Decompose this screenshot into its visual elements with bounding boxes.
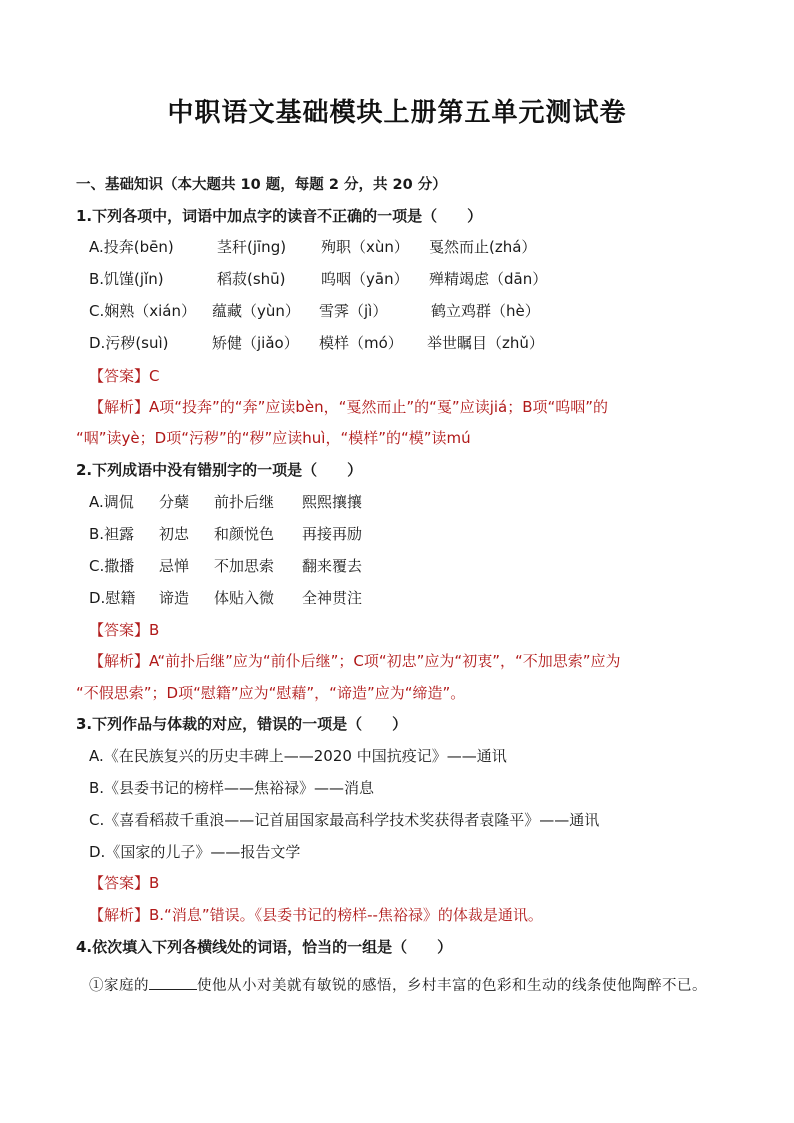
question-3-option-a: A.《在民族复兴的历史丰碑上——2020 中国抗疫记》——通讯 [89, 747, 507, 765]
option-word: 雪霁（jì） [319, 302, 388, 320]
option-word: 稻菽(shū) [217, 270, 286, 288]
option-word: 模样（mó） [319, 334, 403, 352]
option-word: 忌惮 [159, 557, 190, 575]
option-word: 和颜悦色 [214, 525, 275, 543]
question-1-stem: 1.下列各项中，词语中加点字的读音不正确的一项是（ ） [76, 207, 483, 225]
question-4-stem: 4.依次填入下列各横线处的词语，恰当的一组是（ ） [76, 938, 453, 956]
option-word: 不加思索 [214, 557, 275, 575]
option-word: 殚精竭虑（dān） [429, 270, 548, 288]
option-word: 谛造 [159, 589, 190, 607]
option-word: 初忠 [159, 525, 190, 543]
fill-blank [149, 975, 197, 990]
option-word: 体贴入微 [214, 589, 275, 607]
page-title: 中职语文基础模块上册第五单元测试卷 [167, 98, 627, 128]
option-word: 呜咽（yān） [321, 270, 409, 288]
option-word: 再接再励 [302, 525, 363, 543]
question-2-option-b [89, 524, 362, 544]
sentence-end: 使他从小对美就有敏锐的感悟，乡村丰富的色彩和生动的线条使他陶醉不已。 [197, 978, 707, 994]
option-word: 熙熙攘攘 [302, 493, 363, 511]
option-word: C.娴熟（xián） [89, 302, 196, 320]
question-3-option-d: D.《国家的儿子》——报告文学 [89, 843, 301, 861]
option-word: B.袒露 [89, 525, 135, 543]
question-1-option-c [89, 301, 540, 321]
question-3-explanation: 【解析】B.“消息”错误。《县委书记的榜样--焦裕禄》的体裁是通讯。 [89, 906, 543, 924]
question-2-stem: 2.下列成语中没有错别字的一项是（ ） [76, 461, 363, 479]
question-1-option-a [89, 237, 536, 257]
option-word: 戛然而止(zhá） [429, 238, 537, 256]
question-1-explanation: 【解析】A项“投奔”的“奔”应读bèn，“戛然而止”的“戛”应读jiá；B项“呜咽”的 [89, 398, 609, 416]
question-1-answer: 【答案】C [89, 367, 160, 385]
option-word: D.污秽(suì) [89, 334, 169, 352]
question-2-option-d [89, 588, 362, 608]
option-word: 翻来覆去 [302, 557, 363, 575]
sentence-start: ①家庭的 [89, 978, 149, 994]
option-word: 蕴藏（yùn） [212, 302, 300, 320]
option-word: 茎秆(jīng) [217, 238, 287, 256]
question-1-option-d [89, 333, 544, 353]
question-1-option-b [89, 269, 547, 289]
option-word: A.投奔(bēn) [89, 238, 174, 256]
option-word: 鹤立鸡群（hè） [431, 302, 540, 320]
option-word: 全神贯注 [302, 589, 363, 607]
question-2-option-c [89, 556, 362, 576]
option-word: 前扑后继 [214, 493, 275, 511]
question-2-explanation: 【解析】A“前扑后继”应为“前仆后继”；C项“初忠”应为“初衷”，“不加思索”应为 [89, 652, 621, 670]
section-heading: 一、基础知识（本大题共 10 题，每题 2 分，共 20 分） [76, 177, 447, 193]
question-3-option-b: B.《县委书记的榜样——焦裕禄》——消息 [89, 779, 375, 797]
option-word: D.慰籍 [89, 589, 136, 607]
question-3-answer: 【答案】B [89, 874, 160, 892]
option-word: 矫健（jiǎo） [212, 334, 299, 352]
option-word: A.调侃 [89, 493, 134, 511]
question-1-explanation-cont: “咽”读yè；D项“污秽”的“秽”应读huì，“模样”的“模”读mú [76, 429, 471, 447]
option-word: B.饥馑(jǐn) [89, 270, 164, 288]
question-3-stem: 3.下列作品与体裁的对应，错误的一项是（ ） [76, 715, 408, 733]
option-word: 分蘖 [159, 493, 190, 511]
question-3-option-c: C.《喜看稻菽千重浪——记首届国家最高科学技术奖获得者袁隆平》——通讯 [89, 811, 600, 829]
question-2-explanation-cont: “不假思索”；D项“慰籍”应为“慰藉”，“谛造”应为“缔造”。 [76, 684, 466, 702]
question-2-answer: 【答案】B [89, 621, 160, 639]
question-4-sentence-1 [89, 975, 707, 996]
question-2-option-a [89, 492, 362, 512]
option-word: C.撒播 [89, 557, 135, 575]
option-word: 殉职（xùn） [321, 238, 409, 256]
option-word: 举世瞩目（zhǔ） [427, 334, 544, 352]
